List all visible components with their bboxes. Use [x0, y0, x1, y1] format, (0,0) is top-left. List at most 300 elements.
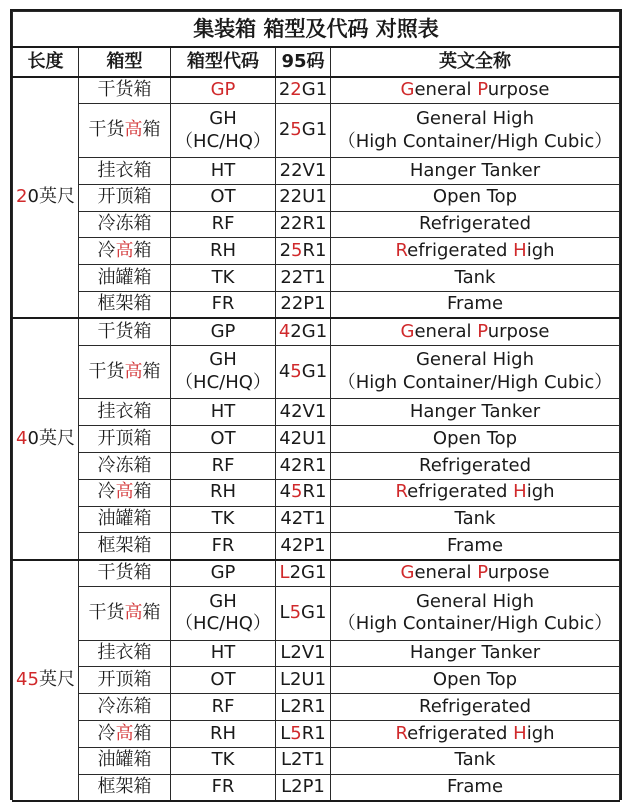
container-type-segment: 冷冻箱 — [97, 695, 152, 717]
type-code-cell — [171, 104, 276, 158]
container-type-cell — [79, 184, 171, 211]
type-code-segment: OT — [210, 669, 236, 691]
type-code-segment: HT — [210, 642, 236, 664]
table-row — [13, 345, 620, 399]
english-name-line — [331, 776, 619, 799]
type-code-segment: OT — [210, 186, 236, 208]
type-code-cell — [171, 399, 276, 426]
type-code-segment: （HC/HQ） — [175, 613, 271, 635]
table-row — [13, 292, 620, 319]
english-name-cell — [331, 104, 620, 158]
container-type-cell — [79, 667, 171, 694]
code-95-segment: R1 — [302, 481, 327, 503]
english-name-segment: R — [395, 240, 408, 262]
english-name-cell — [331, 506, 620, 533]
type-code-cell — [171, 426, 276, 453]
english-name-cell — [331, 292, 620, 319]
code-95-segment: 22U1 — [279, 186, 327, 208]
container-type-cell — [79, 292, 171, 319]
type-code-cell — [171, 211, 276, 238]
english-name-segment: eneral — [414, 562, 478, 584]
english-name-line — [331, 160, 619, 183]
type-code-segment: FR — [211, 293, 235, 315]
english-name-cell — [331, 479, 620, 506]
container-type-cell — [79, 560, 171, 587]
code-95-cell — [276, 345, 331, 399]
length-cell — [13, 77, 79, 318]
container-type-segment: 干货箱 — [97, 320, 152, 342]
code-95-segment: 5 — [291, 240, 303, 262]
container-type-segment: 高 — [115, 481, 134, 503]
code-95-segment: L — [279, 562, 290, 584]
type-code-line — [171, 349, 275, 372]
type-code-cell — [171, 292, 276, 319]
type-code-segment: TK — [211, 749, 235, 771]
english-name-line — [331, 267, 619, 290]
type-code-line — [171, 401, 275, 424]
type-code-cell — [171, 77, 276, 104]
container-type-cell — [79, 77, 171, 104]
container-type-cell — [79, 452, 171, 479]
container-type-segment: 高 — [115, 722, 134, 744]
code-95-cell — [276, 157, 331, 184]
type-code-segment: GH — [209, 108, 237, 130]
code-95-cell — [276, 211, 331, 238]
container-type-segment: 油罐箱 — [97, 508, 152, 530]
english-name-segment: igh — [526, 240, 555, 262]
code-95-segment: 42T1 — [280, 508, 326, 530]
code-95-segment: 5 — [289, 602, 302, 623]
type-code-segment: RH — [209, 722, 237, 744]
code-95-cell — [276, 747, 331, 774]
type-code-line — [171, 562, 275, 585]
code-95-segment: 22T1 — [280, 266, 326, 288]
container-type-segment: 冷冻箱 — [97, 213, 152, 235]
type-code-line — [171, 267, 275, 290]
type-code-segment: GH — [209, 349, 237, 371]
english-name-segment: efrigerated — [407, 722, 514, 744]
type-code-cell — [171, 506, 276, 533]
english-name-segment: G — [400, 79, 415, 101]
english-name-line — [331, 213, 619, 236]
table-row — [13, 318, 620, 345]
type-code-line — [171, 321, 275, 344]
english-name-line — [331, 642, 619, 665]
english-name-line — [331, 79, 619, 102]
table-row — [13, 184, 620, 211]
container-type-cell — [79, 238, 171, 265]
english-name-cell — [331, 747, 620, 774]
table-row — [13, 694, 620, 721]
type-code-segment: RH — [209, 240, 237, 262]
type-code-segment: HT — [210, 159, 236, 181]
english-name-cell — [331, 238, 620, 265]
english-name-cell — [331, 345, 620, 399]
english-name-cell — [331, 399, 620, 426]
english-name-segment: Refrigerated — [419, 695, 531, 717]
length-cell — [13, 560, 79, 801]
container-type-segment: 箱 — [133, 722, 152, 744]
container-type-cell — [79, 694, 171, 721]
container-type-cell — [79, 211, 171, 238]
english-name-line — [331, 749, 619, 772]
english-name-segment: Frame — [446, 293, 504, 315]
english-name-cell — [331, 318, 620, 345]
english-name-segment: urpose — [487, 562, 550, 584]
code-95-cell — [276, 694, 331, 721]
container-type-cell — [79, 157, 171, 184]
container-code-table — [12, 11, 620, 802]
type-code-segment: （HC/HQ） — [175, 130, 271, 152]
type-code-segment: RF — [211, 454, 235, 476]
english-name-segment: H — [513, 722, 527, 744]
type-code-segment: （HC/HQ） — [175, 371, 271, 393]
type-code-segment: TK — [211, 266, 235, 288]
type-code-line — [171, 372, 275, 395]
code-95-segment: R1 — [301, 722, 326, 744]
english-name-line — [331, 240, 619, 263]
english-name-cell — [331, 721, 620, 748]
length-segment: 0英尺 — [27, 186, 75, 208]
code-95-segment: L2U1 — [279, 669, 327, 691]
table-row — [13, 586, 620, 640]
table-row — [13, 640, 620, 667]
container-type-segment: 框架箱 — [97, 534, 152, 556]
container-type-cell — [79, 774, 171, 801]
code-95-cell — [276, 292, 331, 319]
code-95-cell — [276, 640, 331, 667]
english-name-segment: Frame — [446, 534, 504, 556]
length-segment: 英尺 — [38, 669, 75, 691]
type-code-segment: GP — [210, 79, 236, 101]
english-name-segment: Open Top — [432, 186, 518, 208]
english-name-segment: P — [477, 562, 488, 584]
type-code-cell — [171, 747, 276, 774]
type-code-segment: FR — [211, 776, 235, 798]
length-segment: 45 — [16, 669, 39, 691]
english-name-segment: Tank — [454, 508, 496, 530]
type-code-cell — [171, 560, 276, 587]
english-name-line — [331, 455, 619, 478]
type-code-cell — [171, 640, 276, 667]
english-name-line — [331, 562, 619, 585]
type-code-line — [171, 591, 275, 614]
container-type-segment: 框架箱 — [97, 293, 152, 315]
english-name-segment: H — [513, 240, 527, 262]
header-english-name: 英文全称 — [331, 47, 620, 77]
english-name-line — [331, 428, 619, 451]
english-name-segment: igh — [526, 722, 555, 744]
english-name-segment: Frame — [446, 776, 504, 798]
code-95-cell — [276, 506, 331, 533]
english-name-segment: R — [395, 481, 408, 503]
code-95-segment: L — [279, 602, 290, 623]
type-code-segment: GP — [210, 320, 236, 342]
code-95-cell — [276, 586, 331, 640]
type-code-segment: TK — [211, 508, 235, 530]
container-type-segment: 油罐箱 — [97, 749, 152, 771]
english-name-cell — [331, 586, 620, 640]
table-row — [13, 452, 620, 479]
type-code-segment: RF — [211, 695, 235, 717]
english-name-cell — [331, 77, 620, 104]
code-95-segment: 5 — [290, 722, 302, 744]
container-type-cell — [79, 318, 171, 345]
type-code-line — [171, 749, 275, 772]
table-row — [13, 721, 620, 748]
english-name-segment: Refrigerated — [419, 213, 531, 235]
english-name-cell — [331, 157, 620, 184]
table-row — [13, 479, 620, 506]
container-type-segment: 冷 — [97, 481, 116, 503]
english-name-segment: （High Container/High Cubic） — [337, 613, 613, 635]
container-type-segment: 高 — [124, 602, 143, 623]
english-name-segment: General High — [415, 108, 535, 130]
code-95-segment: 2G1 — [289, 562, 327, 584]
english-name-line — [331, 613, 619, 636]
type-code-cell — [171, 667, 276, 694]
container-type-segment: 框架箱 — [97, 776, 152, 798]
english-name-cell — [331, 452, 620, 479]
container-type-segment: 干货 — [88, 119, 125, 141]
header-type-code: 箱型代码 — [171, 47, 276, 77]
type-code-segment: GP — [210, 562, 236, 584]
type-code-line — [171, 79, 275, 102]
type-code-segment: RH — [209, 481, 237, 503]
english-name-line — [331, 321, 619, 344]
type-code-line — [171, 669, 275, 692]
type-code-cell — [171, 157, 276, 184]
length-segment: 4 — [16, 427, 28, 449]
code-95-segment: 5 — [290, 119, 302, 141]
container-type-cell — [79, 399, 171, 426]
type-code-segment: RF — [211, 213, 235, 235]
english-name-line — [331, 349, 619, 372]
container-type-segment: 冷 — [97, 722, 116, 744]
table-row — [13, 667, 620, 694]
type-code-line — [171, 776, 275, 799]
type-code-line — [171, 642, 275, 665]
container-type-segment: 干货 — [88, 360, 125, 382]
table-body — [13, 77, 620, 801]
type-code-segment: GH — [209, 590, 237, 612]
english-name-line — [331, 535, 619, 558]
type-code-line — [171, 723, 275, 746]
container-type-segment: 开顶箱 — [97, 669, 152, 691]
english-name-line — [331, 723, 619, 746]
code-95-segment: 5 — [290, 360, 302, 382]
english-name-cell — [331, 694, 620, 721]
english-name-line — [331, 696, 619, 719]
code-95-segment: 2 — [278, 119, 291, 141]
english-name-cell — [331, 265, 620, 292]
english-name-cell — [331, 184, 620, 211]
container-type-segment: 箱 — [142, 602, 161, 623]
english-name-line — [331, 508, 619, 531]
code-95-segment: 42U1 — [279, 427, 327, 449]
table-row — [13, 533, 620, 560]
container-type-segment: 干货箱 — [97, 79, 152, 101]
english-name-segment: General High — [415, 349, 535, 371]
container-type-cell — [79, 721, 171, 748]
english-name-line — [331, 481, 619, 504]
type-code-cell — [171, 238, 276, 265]
container-type-segment: 高 — [115, 240, 134, 262]
header-type: 箱型 — [79, 47, 171, 77]
english-name-segment: Hanger Tanker — [409, 642, 541, 664]
code-95-segment: 22R1 — [279, 213, 327, 235]
type-code-cell — [171, 452, 276, 479]
english-name-line — [331, 186, 619, 209]
english-name-segment: P — [477, 79, 488, 101]
english-name-line — [331, 591, 619, 614]
english-name-segment: H — [513, 481, 527, 503]
length-segment: 0英尺 — [27, 427, 75, 449]
type-code-line — [171, 160, 275, 183]
table-row — [13, 211, 620, 238]
container-type-cell — [79, 506, 171, 533]
table-row — [13, 238, 620, 265]
code-95-segment: 4 — [278, 320, 291, 342]
container-type-segment: 开顶箱 — [97, 427, 152, 449]
type-code-cell — [171, 694, 276, 721]
type-code-cell — [171, 184, 276, 211]
code-95-segment: 2G1 — [290, 320, 328, 342]
type-code-segment: FR — [211, 534, 235, 556]
code-95-segment: G1 — [301, 79, 328, 101]
code-95-cell — [276, 265, 331, 292]
container-type-segment: 挂衣箱 — [97, 400, 152, 422]
table-row — [13, 399, 620, 426]
english-name-segment: efrigerated — [407, 481, 514, 503]
code-95-cell — [276, 399, 331, 426]
container-type-cell — [79, 265, 171, 292]
english-name-line — [331, 669, 619, 692]
table-row — [13, 265, 620, 292]
container-type-segment: 油罐箱 — [97, 266, 152, 288]
type-code-line — [171, 213, 275, 236]
code-95-segment: 42P1 — [280, 534, 326, 556]
code-95-segment: L2P1 — [281, 776, 325, 798]
container-type-cell — [79, 640, 171, 667]
table-title: 集装箱 箱型及代码 对照表 — [13, 12, 620, 48]
english-name-segment: R — [395, 722, 408, 744]
code-95-segment: 4 — [278, 360, 291, 382]
container-code-table-frame — [10, 9, 622, 800]
type-code-line — [171, 481, 275, 504]
container-type-segment: 冷冻箱 — [97, 454, 152, 476]
type-code-segment: OT — [210, 427, 236, 449]
english-name-segment: Hanger Tanker — [409, 159, 541, 181]
english-name-segment: igh — [526, 481, 555, 503]
type-code-line — [171, 508, 275, 531]
type-code-line — [171, 613, 275, 636]
type-code-line — [171, 535, 275, 558]
header-length: 长度 — [13, 47, 79, 77]
english-name-line — [331, 131, 619, 154]
english-name-segment: Tank — [454, 749, 496, 771]
type-code-segment: HT — [210, 400, 236, 422]
type-code-line — [171, 293, 275, 316]
container-type-cell — [79, 104, 171, 158]
english-name-segment: Refrigerated — [419, 454, 531, 476]
type-code-line — [171, 131, 275, 154]
english-name-line — [331, 108, 619, 131]
english-name-line — [331, 372, 619, 395]
code-95-segment: 42R1 — [279, 454, 327, 476]
container-type-segment: 挂衣箱 — [97, 159, 152, 181]
english-name-line — [331, 401, 619, 424]
code-95-cell — [276, 426, 331, 453]
english-name-segment: （High Container/High Cubic） — [337, 371, 613, 393]
code-95-cell — [276, 560, 331, 587]
header-code-95: 95码 — [276, 47, 331, 77]
container-type-segment: 冷 — [97, 240, 116, 262]
code-95-segment: 42V1 — [279, 400, 327, 422]
container-type-segment: 挂衣箱 — [97, 642, 152, 664]
english-name-segment: Hanger Tanker — [409, 400, 541, 422]
english-name-cell — [331, 640, 620, 667]
container-type-segment: 干货箱 — [97, 562, 152, 584]
code-95-cell — [276, 77, 331, 104]
english-name-segment: efrigerated — [407, 240, 514, 262]
code-95-segment: L2R1 — [280, 695, 326, 717]
container-type-segment: 高 — [124, 360, 143, 382]
type-code-cell — [171, 318, 276, 345]
code-95-cell — [276, 104, 331, 158]
container-type-segment: 高 — [124, 119, 143, 141]
code-95-segment: L2V1 — [280, 642, 326, 664]
container-type-cell — [79, 345, 171, 399]
english-name-cell — [331, 560, 620, 587]
type-code-line — [171, 108, 275, 131]
english-name-cell — [331, 667, 620, 694]
code-95-segment: 2 — [278, 79, 291, 101]
container-type-cell — [79, 533, 171, 560]
code-95-cell — [276, 774, 331, 801]
container-type-segment: 开顶箱 — [97, 186, 152, 208]
english-name-segment: Open Top — [432, 669, 518, 691]
container-type-segment: 干货 — [88, 602, 125, 623]
code-95-segment: 2 — [290, 79, 302, 101]
code-95-cell — [276, 184, 331, 211]
english-name-segment: （High Container/High Cubic） — [337, 130, 613, 152]
container-type-segment: 箱 — [133, 481, 152, 503]
english-name-segment: eneral — [414, 79, 478, 101]
code-95-segment: L2T1 — [281, 749, 325, 771]
header-row — [13, 47, 620, 77]
english-name-segment: urpose — [487, 79, 550, 101]
length-cell — [13, 318, 79, 559]
code-95-segment: G1 — [301, 360, 328, 382]
type-code-line — [171, 455, 275, 478]
english-name-segment: urpose — [487, 320, 550, 342]
english-name-cell — [331, 533, 620, 560]
table-row — [13, 77, 620, 104]
english-name-segment: Tank — [454, 266, 496, 288]
type-code-line — [171, 696, 275, 719]
english-name-cell — [331, 774, 620, 801]
code-95-cell — [276, 479, 331, 506]
container-type-cell — [79, 426, 171, 453]
table-row — [13, 426, 620, 453]
table-row — [13, 560, 620, 587]
type-code-cell — [171, 774, 276, 801]
english-name-segment: G — [400, 562, 415, 584]
english-name-cell — [331, 211, 620, 238]
type-code-line — [171, 186, 275, 209]
container-type-cell — [79, 586, 171, 640]
